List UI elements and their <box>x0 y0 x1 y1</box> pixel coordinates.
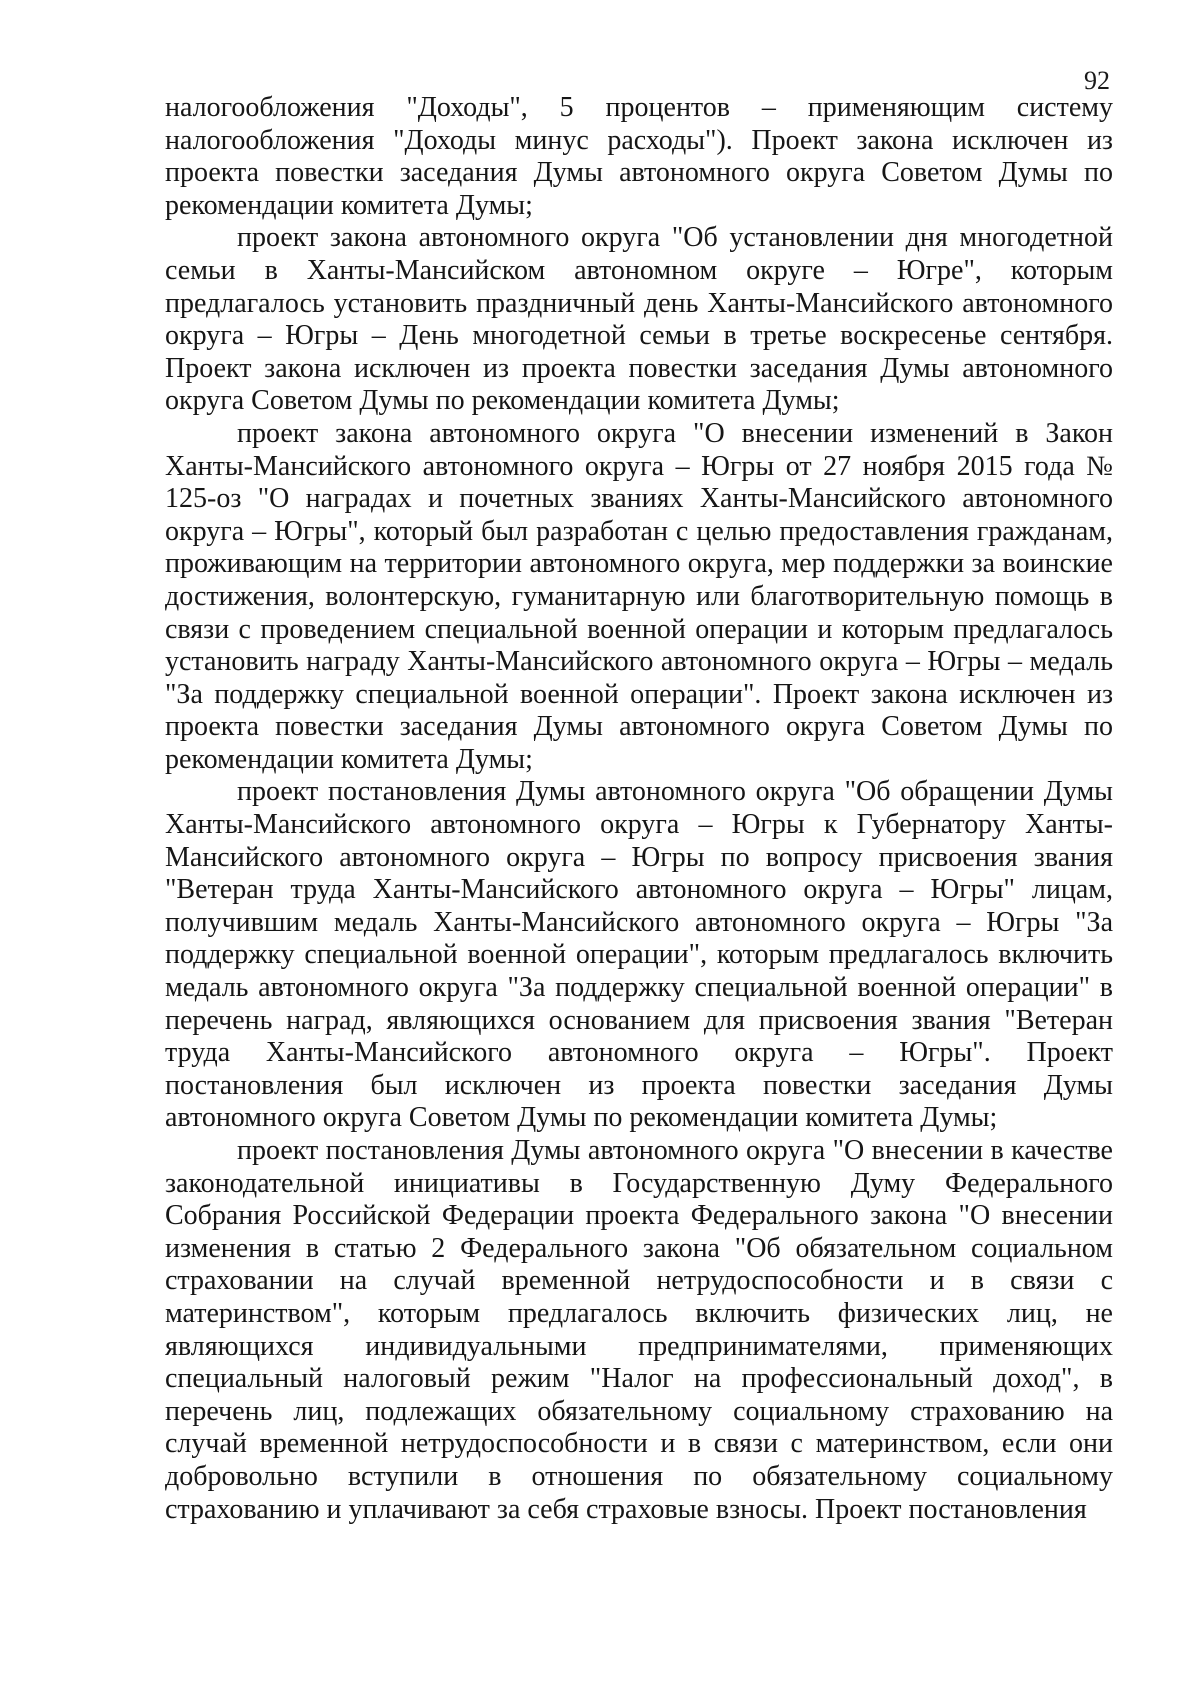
paragraph-awards-law-bill: проект закона автономного округа "О внесении изменений в Закон Ханты-Мансийского автономного округа – Югры от 27 ноября 2015 года № 125-оз "О наградах и почетных званиях Ханты-Мансийского автономного округа – Югры", который был разработан с целью предоставления гражданам, проживающим на территории автономного округа, мер поддержки за воинские достижения, волонтерскую, гуманитарную или благотворительную помощь в связи с проведением специальной военной операции и которым предлагалось установить награду Ханты-Мансийского автономного округа – Югры – медаль "За поддержку специальной военной операции". Проект закона исключен из проекта повестки заседания Думы автономного округа Советом Думы по рекомендации комитета Думы; <box>165 417 1113 775</box>
page-number: 92 <box>1084 66 1110 95</box>
paragraph-large-family-day-bill: проект закона автономного округа "Об установлении дня многодетной семьи в Ханты-Мансийском автономном округе – Югре", которым предлагалось установить праздничный день Ханты-Мансийского автономного округа – Югры – День многодетной семьи в третье воскресенье сентября. Проект закона исключен из проекта повестки заседания Думы автономного округа Советом Думы по рекомендации комитета Думы; <box>165 222 1113 417</box>
paragraph-social-insurance-resolution: проект постановления Думы автономного округа "О внесении в качестве законодательной инициативы в Государственную Думу Федерального Собрания Российской Федерации проекта Федерального закона "О внесении изменения в статью 2 Федерального закона "Об обязательном социальном страховании на случай временной нетрудоспособности и в связи с материнством", которым предлагалось включить физических лиц, не являющихся индивидуальными предпринимателями, применяющих специальный налоговый режим "Налог на профессиональный доход", в перечень лиц, подлежащих обязательному социальному страхованию на случай временной нетрудоспособности и в связи с материнством, если они добровольно вступили в отношения по обязательному социальному страхованию и уплачивают за себя страховые взносы. Проект постановления <box>165 1135 1113 1525</box>
paragraph-continuation: налогообложения "Доходы", 5 процентов – применяющим систему налогообложения "Доходы минус расходы"). Проект закона исключен из проекта повестки заседания Думы автономного округа Советом Думы по рекомендации комитета Думы; <box>165 92 1113 221</box>
paragraph-labor-veteran-resolution: проект постановления Думы автономного округа "Об обращении Думы Ханты-Мансийского автономного округа – Югры к Губернатору Ханты-Мансийского автономного округа – Югры по вопросу присвоения звания "Ветеран труда Ханты-Мансийского автономного округа – Югры" лицам, получившим медаль Ханты-Мансийского автономного округа – Югры "За поддержку специальной военной операции", которым предлагалось включить медаль автономного округа "За поддержку специальной военной операции" в перечень наград, являющихся основанием для присвоения звания "Ветеран труда Ханты-Мансийского автономного округа – Югры". Проект постановления был исключен из проекта повестки заседания Думы автономного округа Советом Думы по рекомендации комитета Думы; <box>165 776 1113 1134</box>
document-body <box>165 92 1113 1526</box>
